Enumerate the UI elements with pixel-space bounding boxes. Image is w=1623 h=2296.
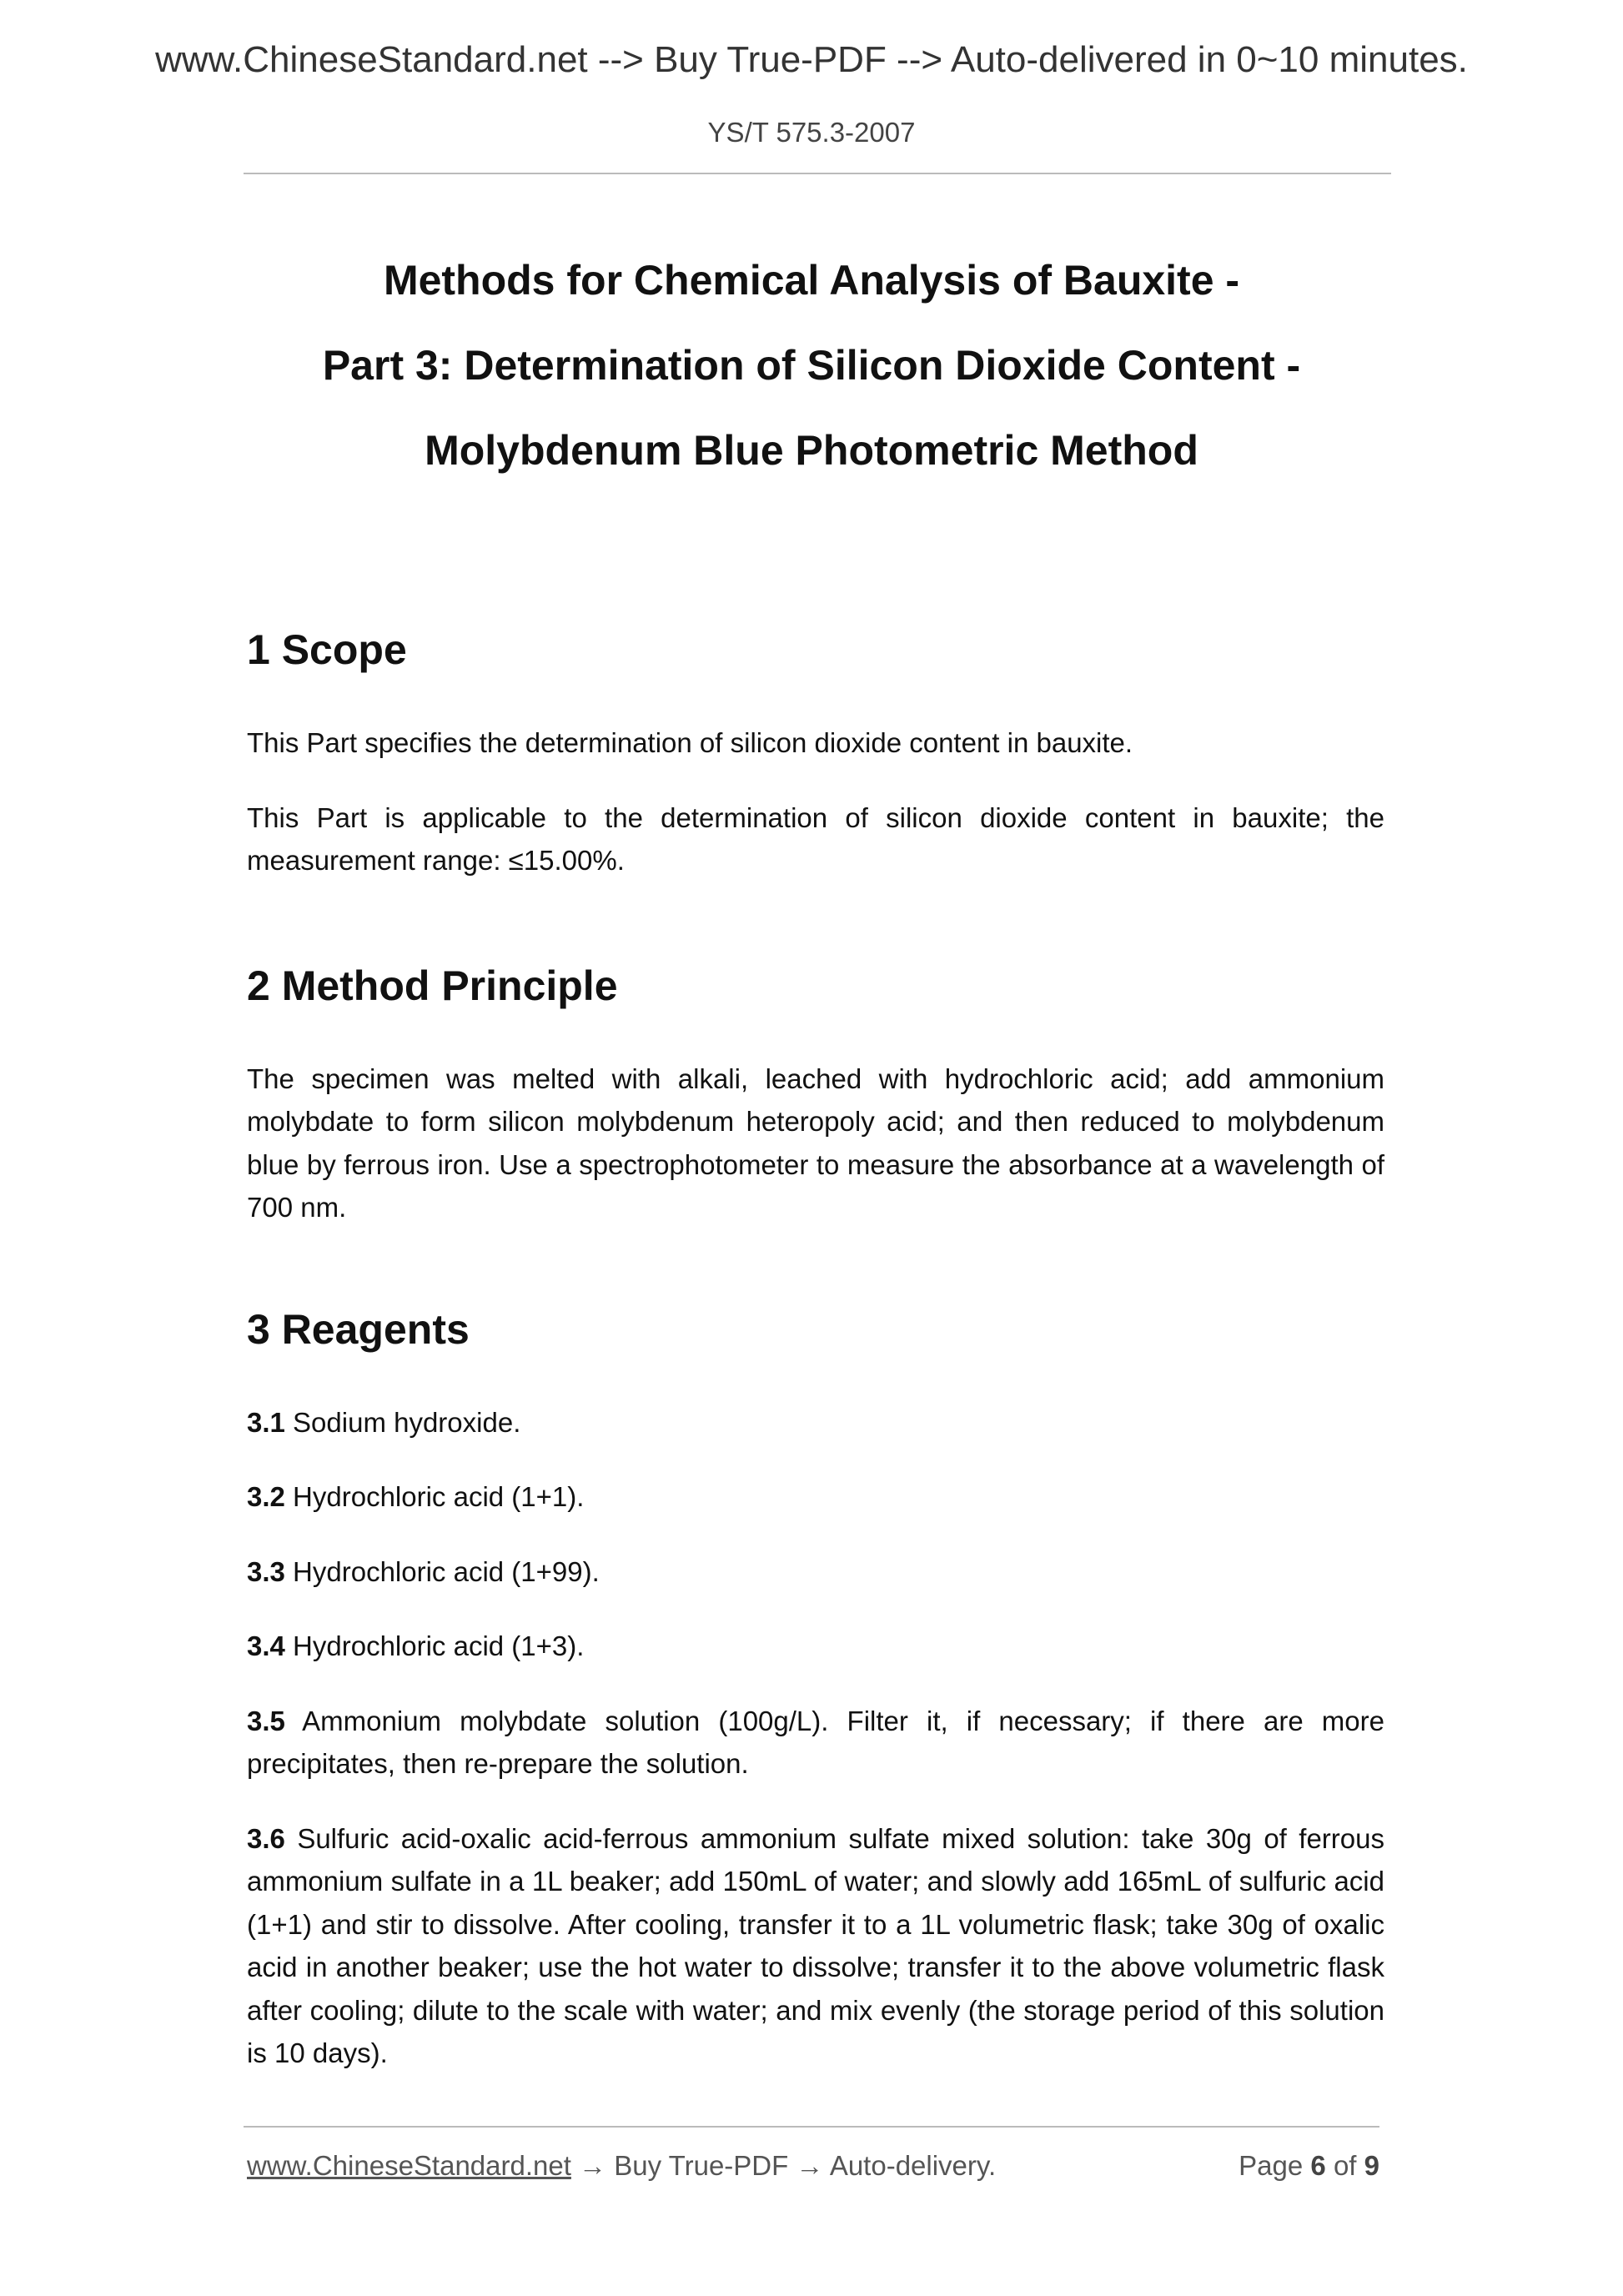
section-heading-reagents: 3 Reagents xyxy=(247,1305,470,1353)
reagent-number: 3.2 xyxy=(247,1481,285,1512)
reagent-text: Sulfuric acid-oxalic acid-ferrous ammonium sulfate mixed solution: take 30g of ferrous ammonium sulfate in a 1L beaker; add 150mL of water; and slowly add 165mL of sulfuric acid (1+1) and stir to dissolve. After cooling, transfer it to a 1L volumetric flask; take 30g of oxalic acid in another beaker; use the hot water to dissolve; transfer it to the above volumetric flask after cooling; dilute to the scale with water; and mix evenly (the storage period of this solution is 10 days). xyxy=(247,1822,1384,2068)
reagent-item xyxy=(247,1625,1384,1668)
footer-tagline: → Buy True-PDF → Auto-delivery. xyxy=(570,2150,997,2181)
reagent-text: Ammonium molybdate solution (100g/L). Filter it, if necessary; if there are more precipitates, then re-prepare the solution. xyxy=(247,1705,1384,1779)
reagent-number: 3.5 xyxy=(247,1705,285,1736)
reagent-number: 3.3 xyxy=(247,1555,285,1587)
footer-promo xyxy=(247,2150,996,2182)
document-title xyxy=(0,238,1623,493)
footer-divider xyxy=(244,2126,1379,2128)
title-line-3: Molybdenum Blue Photometric Method xyxy=(425,427,1198,474)
reagent-text: Sodium hydroxide. xyxy=(284,1406,521,1438)
document-body xyxy=(247,621,1384,2075)
reagent-item xyxy=(247,1817,1384,2075)
reagent-text: Hydrochloric acid (1+99). xyxy=(284,1555,600,1587)
scope-paragraph-2: This Part is applicable to the determination of silicon dioxide content in bauxite; the measurement range: ≤15.00%. xyxy=(247,801,1384,876)
standard-code: YS/T 575.3-2007 xyxy=(707,117,916,148)
footer-website-link[interactable]: www.ChineseStandard.net xyxy=(247,2150,571,2181)
page-number xyxy=(1239,2150,1379,2182)
section-heading-scope: 1 Scope xyxy=(247,626,407,673)
reagent-item xyxy=(247,1401,1384,1444)
scope-paragraph-1: This Part specifies the determination of silicon dioxide content in bauxite. xyxy=(247,727,1133,758)
title-line-1: Methods for Chemical Analysis of Bauxite - xyxy=(383,257,1240,304)
page-label: Page xyxy=(1239,2150,1304,2181)
section-heading-principle: 2 Method Principle xyxy=(247,962,618,1009)
reagent-text: Hydrochloric acid (1+3). xyxy=(284,1630,585,1661)
reagent-number: 3.4 xyxy=(247,1630,285,1661)
header-divider xyxy=(244,173,1391,174)
title-line-2: Part 3: Determination of Silicon Dioxide Content - xyxy=(322,342,1301,389)
reagent-number: 3.1 xyxy=(247,1406,285,1438)
reagent-item xyxy=(247,1475,1384,1519)
reagent-item xyxy=(247,1550,1384,1594)
reagent-number: 3.6 xyxy=(247,1822,285,1854)
principle-paragraph: The specimen was melted with alkali, leached with hydrochloric acid; add ammonium molybdate to form silicon molybdenum heteropoly acid; and then reduced to molybdenum blue by ferrous iron. Use a spectrophotometer to measure the absorbance at a wavelength of 700 nm. xyxy=(247,1063,1384,1223)
reagent-item xyxy=(247,1700,1384,1786)
page-of-label: of xyxy=(1333,2150,1357,2181)
reagent-text: Hydrochloric acid (1+1). xyxy=(284,1481,585,1512)
page-current: 6 xyxy=(1310,2150,1326,2181)
page-total: 9 xyxy=(1364,2150,1379,2181)
top-banner: www.ChineseStandard.net --> Buy True-PDF --> Auto-delivered in 0~10 minutes. xyxy=(155,39,1468,80)
